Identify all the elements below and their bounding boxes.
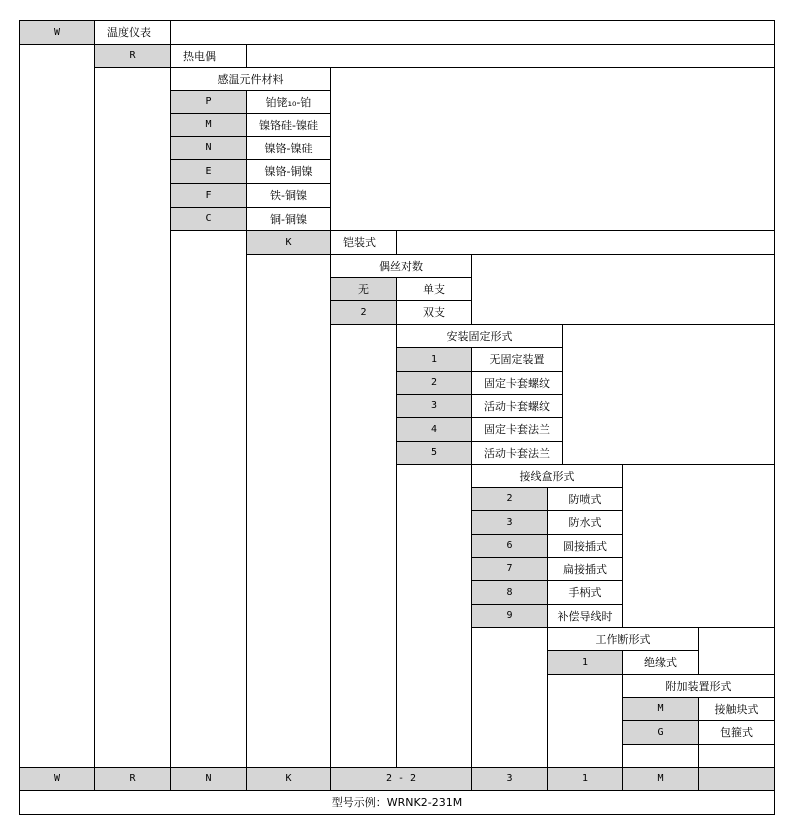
example-code-cell: N (170, 767, 247, 791)
couple-count-label: 双支 (396, 300, 472, 325)
junction-box-code: 8 (471, 580, 548, 605)
column-spacer (396, 464, 472, 768)
element-material-label: 镍铬-铜镍 (246, 159, 331, 184)
accessory-label: 包箍式 (698, 720, 775, 745)
element-material-code: E (170, 159, 247, 184)
accessory-code: M (622, 697, 699, 721)
column-spacer (19, 44, 95, 768)
example-code-cell: W (19, 767, 95, 791)
junction-box-code: 2 (471, 487, 548, 511)
element-material-code: M (170, 113, 247, 137)
working-end-code: 1 (547, 650, 623, 675)
sheath-code: K (246, 230, 331, 255)
mounting-label: 活动卡套螺纹 (471, 394, 563, 418)
type-blank (246, 44, 775, 68)
mounting-code: 3 (396, 394, 472, 418)
type-label: 热电偶 (170, 44, 247, 68)
element-material-label: 镍铬硅-镍硅 (246, 113, 331, 137)
example-code-cell: 2 - 2 (330, 767, 472, 791)
mounting-blank (562, 324, 775, 465)
column-spacer (330, 324, 397, 768)
mounting-code: 5 (396, 441, 472, 465)
element-material-label: 镍铬-镍硅 (246, 136, 331, 160)
column-spacer (94, 67, 171, 768)
accessory-label: 接触块式 (698, 697, 775, 721)
model-example-caption: 型号示例：WRNK2-231M (19, 790, 775, 815)
element-material-title: 感温元件材料 (170, 67, 331, 91)
column-spacer (547, 674, 623, 768)
column-spacer (170, 230, 247, 768)
accessory-title: 附加装置形式 (622, 674, 775, 698)
element-material-code: N (170, 136, 247, 160)
column-spacer (622, 744, 699, 768)
junction-box-code: 3 (471, 510, 548, 535)
example-code-cell: 1 (547, 767, 623, 791)
working-end-blank (698, 627, 775, 675)
junction-box-label: 扁接插式 (547, 557, 623, 581)
mounting-label: 固定卡套螺纹 (471, 371, 563, 395)
element-material-code: F (170, 183, 247, 208)
example-code-cell: 3 (471, 767, 548, 791)
junction-box-blank (622, 464, 775, 628)
element-material-code: C (170, 207, 247, 231)
couple-count-code: 2 (330, 300, 397, 325)
element-material-code: P (170, 90, 247, 114)
type-code: R (94, 44, 171, 68)
junction-box-code: 9 (471, 604, 548, 628)
couple-count-label: 单支 (396, 277, 472, 301)
mounting-title: 安装固定形式 (396, 324, 563, 348)
junction-box-label: 补偿导线时 (547, 604, 623, 628)
junction-box-title: 接线盒形式 (471, 464, 623, 488)
example-code-cell: K (246, 767, 331, 791)
element-material-label: 铂铑₁₀-铂 (246, 90, 331, 114)
working-end-label: 绝缘式 (622, 650, 699, 675)
couple-count-title: 偶丝对数 (330, 254, 472, 278)
column-spacer (246, 254, 331, 768)
junction-box-label: 防喷式 (547, 487, 623, 511)
junction-box-label: 手柄式 (547, 580, 623, 605)
junction-box-label: 防水式 (547, 510, 623, 535)
column-spacer (471, 627, 548, 768)
mounting-code: 4 (396, 417, 472, 442)
mounting-label: 活动卡套法兰 (471, 441, 563, 465)
couple-count-code: 无 (330, 277, 397, 301)
sheath-label: 铠装式 (330, 230, 397, 255)
working-end-title: 工作断形式 (547, 627, 699, 651)
element-material-label: 铁-铜镍 (246, 183, 331, 208)
sheath-blank (396, 230, 775, 255)
junction-box-label: 圆接插式 (547, 534, 623, 558)
couple-count-blank (471, 254, 775, 325)
element-material-blank (330, 67, 775, 231)
column-spacer (698, 744, 775, 768)
example-code-cell: M (622, 767, 699, 791)
junction-box-code: 7 (471, 557, 548, 581)
example-code-cell (698, 767, 775, 791)
accessory-code: G (622, 720, 699, 745)
mounting-code: 1 (396, 347, 472, 372)
mounting-label: 无固定装置 (471, 347, 563, 372)
junction-box-code: 6 (471, 534, 548, 558)
mounting-code: 2 (396, 371, 472, 395)
header-blank (170, 20, 775, 45)
header-code: W (19, 20, 95, 45)
mounting-label: 固定卡套法兰 (471, 417, 563, 442)
element-material-label: 铜-铜镍 (246, 207, 331, 231)
header-label: 温度仪表 (94, 20, 171, 45)
example-code-cell: R (94, 767, 171, 791)
